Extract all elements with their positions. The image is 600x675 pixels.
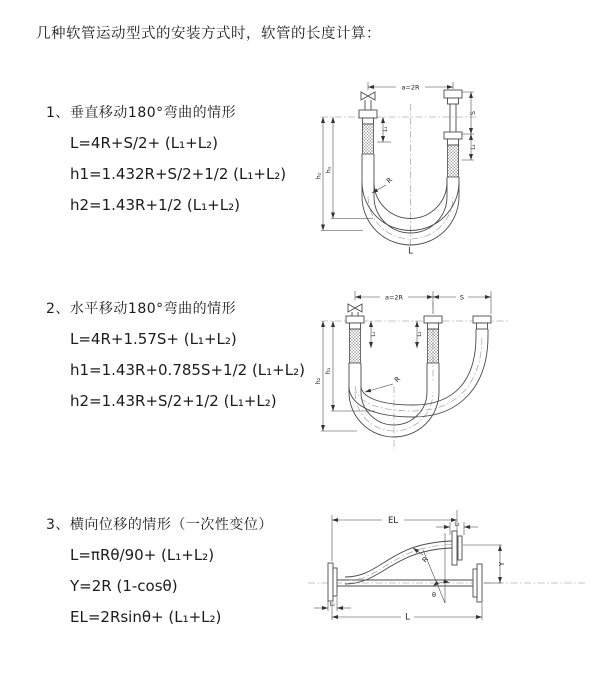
pipe-stub: [476, 329, 488, 336]
valve-icon: [348, 304, 362, 312]
section-3-heading: 3、横向位移的情形（一次性变位）: [46, 517, 273, 533]
pipe-stub: [352, 312, 358, 316]
dim-label-l2: L₂: [471, 144, 477, 150]
dim-label-el: EL: [387, 516, 399, 526]
dim-label-l1: L₁: [383, 126, 389, 132]
braided-hose-section: [363, 124, 374, 154]
dim-label-span: a=2R: [401, 83, 420, 92]
braided-hose-section: [448, 145, 459, 177]
flange-fitting: [448, 98, 459, 104]
dim-label-s: S: [459, 293, 465, 302]
flange-fitting: [350, 323, 361, 329]
hose-curve-centerline: [345, 545, 452, 581]
formula-h1: h1=1.43R+0.785S+1/2 (L₁+L₂): [70, 361, 305, 379]
flange-fitting: [363, 118, 374, 124]
diagram-vertical-180-bend: [315, 76, 525, 256]
dim-label-l2: L₂: [417, 331, 423, 337]
dim-label-h2: h₂: [314, 377, 322, 385]
section-1-heading: 1、垂直移动180°弯曲的情形: [46, 105, 237, 121]
flange-fitting: [477, 323, 488, 329]
braided-hose-section: [428, 329, 439, 363]
flange-plate: [477, 564, 482, 602]
pipe-stub: [450, 104, 456, 132]
braided-hose-section: [350, 329, 361, 363]
flange-fitting: [346, 316, 364, 323]
extension-lines: [321, 219, 373, 231]
dim-label-h2: h₂: [315, 172, 323, 180]
dim-label-radius: R: [385, 176, 395, 186]
dim-label-h1: h₁: [324, 367, 332, 375]
formula-length: L=πRθ/90+ (L₁+L₂): [70, 546, 215, 564]
formula-h2: h2=1.43R+S/2+1/2 (L₁+L₂): [70, 392, 277, 410]
flange-fitting: [428, 323, 439, 329]
flange-plate: [473, 569, 477, 597]
flange-plate: [458, 536, 462, 560]
dim-label-y: Y: [498, 561, 506, 567]
flange-plate: [328, 563, 333, 601]
formula-el: EL=2Rsinθ+ (L₁+L₂): [70, 608, 222, 626]
pipe-stub: [365, 100, 371, 110]
flange-fitting: [448, 139, 459, 145]
formula-y: Y=2R (1-cosθ): [70, 577, 178, 595]
formula-length: L=4R+S/2+ (L₁+L₂): [70, 134, 218, 152]
hose-curve-top-edge: [345, 541, 452, 577]
dim-label-length: L: [408, 246, 413, 256]
formula-h1: h1=1.432R+S/2+1/2 (L₁+L₂): [70, 165, 287, 183]
section-2-heading: 2、水平移动180°弯曲的情形: [46, 301, 237, 317]
diagram-horizontal-180-bend: [313, 286, 538, 466]
extension-lines: [355, 291, 491, 314]
dim-label-l2: L₂: [454, 521, 460, 528]
flange-fitting: [444, 90, 462, 98]
dim-label-span: a=2R: [384, 293, 404, 302]
section-vertical-movement: [40, 102, 330, 221]
dim-label-length: L: [405, 612, 410, 623]
dim-label-radius: R: [393, 375, 403, 385]
angle-arc: [433, 582, 450, 586]
section-horizontal-movement: [40, 298, 330, 417]
dim-label-h1: h₁: [324, 166, 333, 174]
dim-label-radius: R: [420, 555, 431, 565]
flange-plate: [452, 531, 457, 565]
dim-label-l1: L₁: [371, 331, 377, 337]
valve-icon: [361, 92, 375, 100]
flange-fitting: [359, 110, 377, 118]
dim-label-s: S: [469, 110, 477, 116]
page-title: 几种软管运动型式的安装方式时，软管的长度计算：: [36, 26, 381, 42]
hose-curve-bottom-edge: [345, 548, 452, 584]
formula-length: L=4R+1.57S+ (L₁+L₂): [70, 330, 237, 348]
flange-plate: [333, 568, 337, 596]
dim-label-l1: L₁: [329, 602, 336, 608]
hose-inner-curve-moved: [361, 336, 476, 405]
dim-label-theta: θ: [432, 591, 436, 599]
flange-fitting: [444, 132, 462, 139]
section-lateral-displacement: [40, 514, 330, 633]
flange-fitting: [473, 316, 491, 323]
radius-leader-line: [365, 384, 393, 392]
diagram-lateral-displacement: [300, 505, 590, 655]
formula-h2: h2=1.43R+1/2 (L₁+L₂): [70, 196, 240, 214]
flange-fitting: [424, 316, 442, 323]
extension-lines: [463, 545, 502, 583]
